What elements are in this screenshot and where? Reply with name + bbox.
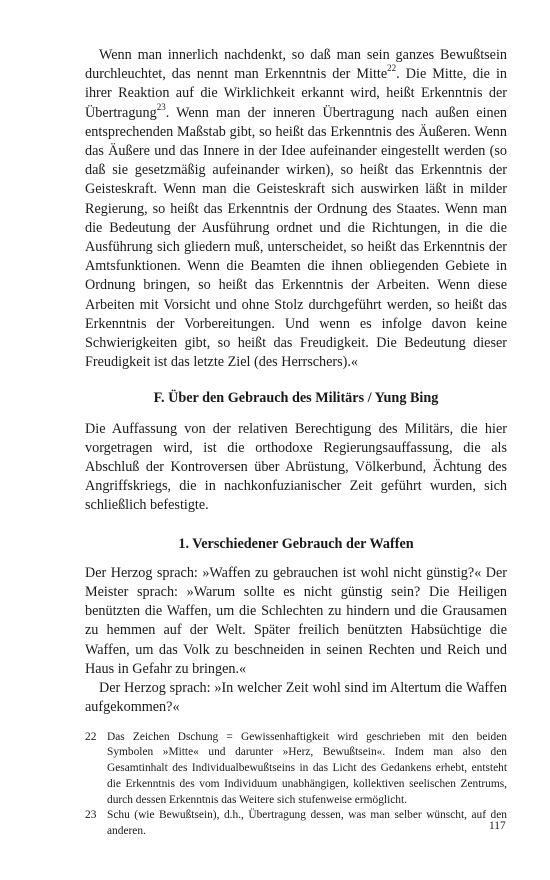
footnote-number: 23 [85,809,97,822]
footnote [85,808,507,840]
footnotes [85,730,507,841]
footnote [85,730,507,809]
footnote-ref-23[interactable]: 23 [156,101,166,112]
section-intro: Die Auffassung von der relativen Berechtigung des Militärs, die hier vorgetragen wird, ist die orthodoxe Regierungsauffassung, die als Abschluß der Kontroversen über Abrüstung, Völkerbund, Ächtung des Angriffskriegs, die in nachkonfuzianischer Zeit geführt wurden, sich schließlich befestigte. [85,420,507,514]
footnote-number: 22 [85,730,97,743]
footnote-text: Das Zeichen Dschung = Gewissenhaftigkeit wird geschrieben mit den beiden Symbolen »Mitte« und darunter »Herz, Bewußtsein«. Indem man also den Gesamtinhalt des Individualbewußtseins in das Licht des Gedankens erhebt, entsteht die Erkenntnis des vom Individuum unabhängigen, kollektiven seelischen Zentrums, durch dessen Erkenntnis das Weitere sich stufenweise ermöglicht. [107,730,507,806]
top-paragraph-part2: . Die Mitte, die in ihrer Reaktion auf die Wirklichkeit erkannt wird, heißt Erkenntnis der Übertragung [85,66,508,121]
footnote-text: Schu (wie Bewußtsein), d.h., Übertragung dessen, was man selber wünscht, auf den anderen. [107,809,507,838]
footnote-ref-22[interactable]: 22 [387,63,397,74]
subsection-heading: 1. Verschiedener Gebrauch der Waffen [178,535,414,552]
page-number: 117 [489,820,506,832]
dialogue-paragraph-2: Der Herzog sprach: »In welcher Zeit wohl sind im Altertum die Waffen aufgekommen?« [85,680,507,716]
top-paragraph-part3: . Wenn man der inneren Übertragung nach außen einen entsprechenden Maßstab gibt, so heißt das Erkenntnis des Äußeren. Wenn das Äußere und das Innere in der Idee aufeinander eingestellt werden (so daß sie gesetzmäßig aufeinander wirken), so heißt das Erkenntnis der Geisteskraft. Wenn man die Geisteskraft sich auswirken läßt in milder Regierung, so heißt das Erkenntnis der Ordnung des Staates. Wenn man die Bedeutung der Ausführung ordnet und die Richtungen, in die die Ausführung sich gliedern muß, unterscheidet, so heißt das Erkenntnis der Amtsfunktionen. Wenn die Beamten die ihnen obliegenden Gebiete in Ordnung bringen, so heißt das Erkenntnis der Arbeiten. Wenn diese Arbeiten mit Vorsicht und ohne Stolz durchgeführt werden, so heißt das Erkenntnis der Vorbereitungen. Und wenn es infolge davon keine Schwierigkeiten gibt, so heißt das Freudigkeit. Die Bedeutung dieser Freudigkeit ist das letzte Ziel (des Herrschers).« [85,104,507,371]
dialogue-paragraph-1: Der Herzog sprach: »Waffen zu gebrauchen ist wohl nicht günstig?« Der Meister sprach: »Warum sollte es nicht günstig sein? Die Heiligen benützten die Waffen, um die Schlechten zu hindern und die Grausamen zu hemmen auf der Welt. Später freilich benützten Habsüchtige die Waffen, um das Volk zu beschneiden in seinen Rechten und Reich und Haus in Gefahr zu bringen.« [85,564,507,677]
top-paragraph [85,46,507,372]
top-paragraph-part1: Wenn man innerlich nachdenkt, so daß man sein ganzes Bewußtsein durchleuchtet, das nennt man Erkenntnis der Mitte [85,47,507,83]
section-heading: F. Über den Gebrauch des Militärs / Yung Bing [153,390,439,407]
page-body [85,46,507,840]
